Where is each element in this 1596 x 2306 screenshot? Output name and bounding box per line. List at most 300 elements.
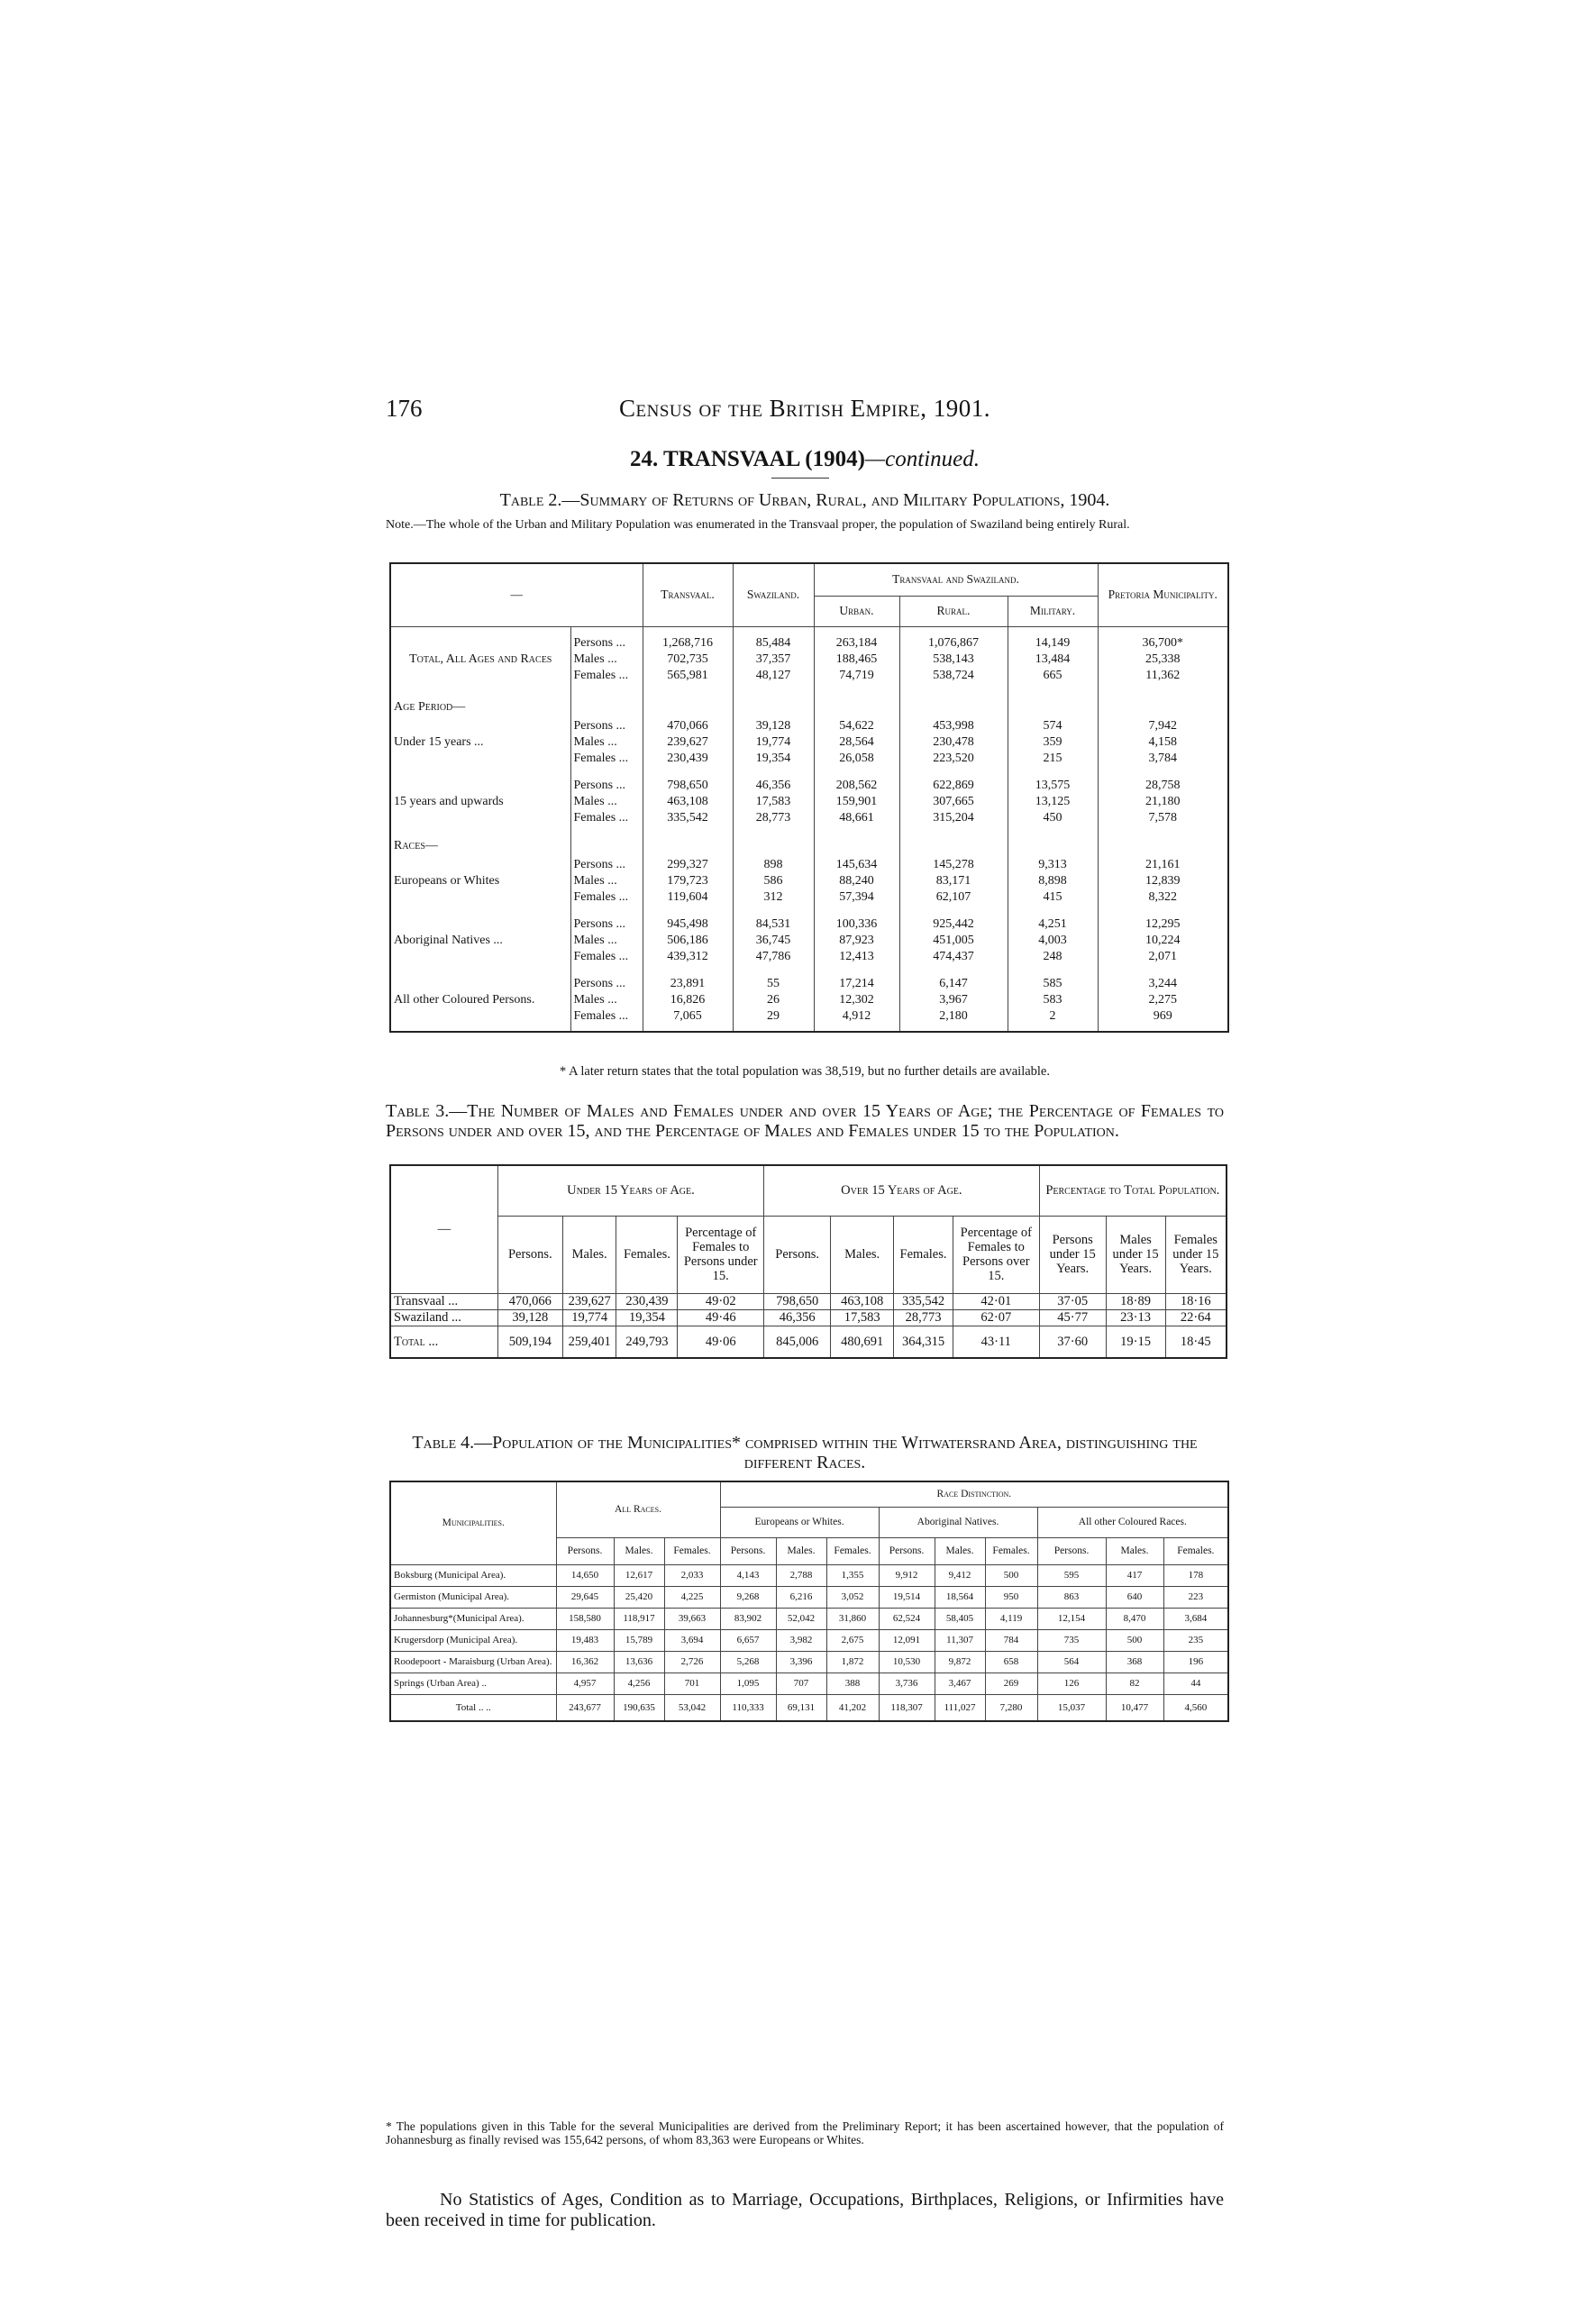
- t4-head-ab-females: Females.: [985, 1537, 1037, 1564]
- spacer-cell: [814, 826, 899, 835]
- spacer-cell: [814, 767, 899, 778]
- table-cell: 42·01: [953, 1293, 1039, 1309]
- coloured-males-label: Males ...: [570, 992, 643, 1008]
- section-title-suffix: —continued.: [864, 447, 980, 471]
- table-cell: 3,736: [879, 1673, 935, 1694]
- table-cell: 14,650: [556, 1564, 614, 1586]
- spacer-cell: [1008, 684, 1098, 697]
- empty-cell: [733, 697, 814, 718]
- spacer-cell: [1008, 626, 1098, 635]
- t4-head-europeans: Europeans or Whites.: [720, 1507, 879, 1537]
- coloured-value: 17,214: [814, 976, 899, 992]
- europeans-value: 145,278: [899, 857, 1008, 873]
- t2-head-military: Military.: [1008, 596, 1098, 626]
- aboriginal-value: 2,071: [1098, 949, 1228, 965]
- under15-value: 19,774: [733, 734, 814, 751]
- table-cell: 18·89: [1106, 1293, 1165, 1309]
- table-cell: 950: [985, 1586, 1037, 1608]
- spacer-cell: [899, 826, 1008, 835]
- table-cell: 25,420: [614, 1586, 664, 1608]
- table-cell: 417: [1106, 1564, 1163, 1586]
- row-label: Swaziland ...: [390, 1309, 497, 1326]
- total-value: 13,484: [1008, 652, 1098, 668]
- empty-cell: [733, 835, 814, 857]
- table-cell: 44: [1163, 1673, 1228, 1694]
- table-cell: 46,356: [764, 1309, 831, 1326]
- table-row: [390, 1694, 1228, 1721]
- coloured-value: 3,244: [1098, 976, 1228, 992]
- total-females-label: Females ...: [570, 668, 643, 684]
- aboriginal-value: 12,295: [1098, 916, 1228, 933]
- t2-head-blank: —: [390, 563, 643, 626]
- total-value: 85,484: [733, 635, 814, 652]
- total-value: 188,465: [814, 652, 899, 668]
- spacer-cell: [643, 906, 733, 916]
- under15-value: 215: [1008, 751, 1098, 767]
- table-cell: 9,268: [720, 1586, 776, 1608]
- table-cell: 190,635: [614, 1694, 664, 1721]
- coloured-label: All other Coloured Persons.: [394, 993, 535, 1007]
- spacer-cell: [899, 906, 1008, 916]
- coloured-value: 3,967: [899, 992, 1008, 1008]
- under15-value: 7,942: [1098, 718, 1228, 734]
- spacer-row: [390, 684, 1228, 697]
- table2-caption: [386, 490, 1224, 510]
- table-cell: 28,773: [894, 1309, 953, 1326]
- table-cell: 4,957: [556, 1673, 614, 1694]
- spacer-cell: [733, 906, 814, 916]
- row-label: Transvaal ...: [390, 1293, 497, 1309]
- spacer-cell: [733, 767, 814, 778]
- aboriginal-value: 439,312: [643, 949, 733, 965]
- spacer-cell: [814, 906, 899, 916]
- t4-head-aboriginal: Aboriginal Natives.: [879, 1507, 1037, 1537]
- table-cell: 4,225: [664, 1586, 720, 1608]
- empty-cell: [570, 697, 643, 718]
- coloured-value: 55: [733, 976, 814, 992]
- table-cell: 863: [1037, 1586, 1106, 1608]
- spacer-cell: [814, 626, 899, 635]
- europeans-value: 179,723: [643, 873, 733, 889]
- spacer-cell: [643, 684, 733, 697]
- spacer-cell: [1098, 965, 1228, 976]
- under15-value: 4,158: [1098, 734, 1228, 751]
- coloured-value: 12,302: [814, 992, 899, 1008]
- spacer-cell: [1098, 684, 1228, 697]
- table-cell: 39,128: [497, 1309, 562, 1326]
- spacer-cell: [733, 626, 814, 635]
- over15-value: 159,901: [814, 794, 899, 810]
- table-cell: 640: [1106, 1586, 1163, 1608]
- spacer-cell: [643, 767, 733, 778]
- under15-value: 230,439: [643, 751, 733, 767]
- table-cell: 1,872: [826, 1651, 879, 1673]
- closing-paragraph: No Statistics of Ages, Condition as to Marriage, Occupations, Birthplaces, Religions, or Infirmities have been received in time for publication.: [386, 2190, 1224, 2230]
- table-cell: 12,154: [1037, 1608, 1106, 1629]
- under15-persons-label: Persons ...: [570, 718, 643, 734]
- table-cell: 701: [664, 1673, 720, 1694]
- table-cell: 3,396: [776, 1651, 826, 1673]
- total-value: 263,184: [814, 635, 899, 652]
- table-row: [390, 1586, 1228, 1608]
- coloured-value: 2,180: [899, 1008, 1008, 1025]
- over15-value: 48,661: [814, 810, 899, 826]
- table-cell: 470,066: [497, 1293, 562, 1309]
- table-cell: 9,872: [935, 1651, 985, 1673]
- europeans-value: 57,394: [814, 889, 899, 906]
- table-cell: 595: [1037, 1564, 1106, 1586]
- spacer-row: [390, 826, 1228, 835]
- spacer-cell: [1098, 1025, 1228, 1032]
- table4-caption: [386, 1433, 1224, 1472]
- table-cell: 798,650: [764, 1293, 831, 1309]
- table-cell: 388: [826, 1673, 879, 1694]
- spacer-row: [390, 1025, 1228, 1032]
- t3-head-pct-over: Percentage of Females to Persons over 15.: [953, 1216, 1039, 1293]
- table-cell: 43·11: [953, 1326, 1039, 1358]
- page-header: [386, 395, 1224, 431]
- table2-footnote: * A later return states that the total population was 38,519, but no further details are available.: [560, 1064, 1050, 1079]
- europeans-value: 12,839: [1098, 873, 1228, 889]
- table-cell: 4,119: [985, 1608, 1037, 1629]
- spacer-cell: [570, 767, 643, 778]
- table-cell: 82: [1106, 1673, 1163, 1694]
- aboriginal-value: 36,745: [733, 933, 814, 949]
- europeans-value: 898: [733, 857, 814, 873]
- europeans-label: Europeans or Whites: [394, 874, 500, 888]
- table-cell: 22·64: [1165, 1309, 1227, 1326]
- coloured-females-label: Females ...: [570, 1008, 643, 1025]
- table-cell: 243,677: [556, 1694, 614, 1721]
- row-label: Springs (Urban Area) ..: [390, 1673, 556, 1694]
- spacer-cell: [390, 965, 570, 976]
- spacer-row: [390, 965, 1228, 976]
- empty-cell: [814, 835, 899, 857]
- spacer-row: [390, 767, 1228, 778]
- t3-head-males-over: Males.: [831, 1216, 894, 1293]
- table-cell: 39,663: [664, 1608, 720, 1629]
- coloured-value: 16,826: [643, 992, 733, 1008]
- table4: [389, 1481, 1229, 1722]
- over15-label: 15 years and upwards: [394, 795, 504, 808]
- aboriginal-value: 451,005: [899, 933, 1008, 949]
- aboriginal-value: 925,442: [899, 916, 1008, 933]
- t4-head-coloured: All other Coloured Races.: [1037, 1507, 1228, 1537]
- table-cell: 6,216: [776, 1586, 826, 1608]
- over15-value: 307,665: [899, 794, 1008, 810]
- table2: [389, 562, 1229, 1033]
- table-row: [390, 635, 1228, 652]
- table-cell: 158,580: [556, 1608, 614, 1629]
- table-cell: 31,860: [826, 1608, 879, 1629]
- table-cell: 1,095: [720, 1673, 776, 1694]
- t3-head-males: Males.: [562, 1216, 616, 1293]
- coloured-value: 2,275: [1098, 992, 1228, 1008]
- spacer-cell: [733, 965, 814, 976]
- total-value: 565,981: [643, 668, 733, 684]
- aboriginal-value: 84,531: [733, 916, 814, 933]
- t3-head-persons-u15: Persons under 15 Years.: [1039, 1216, 1106, 1293]
- table-cell: 12,617: [614, 1564, 664, 1586]
- t2-head-rural: Rural.: [899, 596, 1008, 626]
- spacer-cell: [570, 684, 643, 697]
- empty-cell: [643, 835, 733, 857]
- table-row: [390, 718, 1228, 734]
- spacer-cell: [1098, 626, 1228, 635]
- table-row: [390, 1564, 1228, 1586]
- under15-value: 54,622: [814, 718, 899, 734]
- over15-persons-label: Persons ...: [570, 778, 643, 794]
- table-cell: 3,684: [1163, 1608, 1228, 1629]
- spacer-cell: [1008, 767, 1098, 778]
- table-row: [390, 1673, 1228, 1694]
- t4-head-municipalities: Municipalities.: [390, 1481, 556, 1564]
- t4-head-race-distinction: Race Distinction.: [720, 1481, 1228, 1507]
- coloured-value: 4,912: [814, 1008, 899, 1025]
- row-label: Johannesburg*(Municipal Area).: [390, 1608, 556, 1629]
- europeans-value: 21,161: [1098, 857, 1228, 873]
- over15-value: 17,583: [733, 794, 814, 810]
- t3-head-over: Over 15 Years of Age.: [764, 1165, 1040, 1216]
- spacer-cell: [643, 626, 733, 635]
- spacer-cell: [899, 626, 1008, 635]
- spacer-cell: [814, 1025, 899, 1032]
- spacer-cell: [1098, 767, 1228, 778]
- t4-head-co-males: Males.: [1106, 1537, 1163, 1564]
- europeans-value: 119,604: [643, 889, 733, 906]
- total-value: 538,143: [899, 652, 1008, 668]
- table-cell: 658: [985, 1651, 1037, 1673]
- aboriginal-value: 10,224: [1098, 933, 1228, 949]
- table-cell: 19,514: [879, 1586, 935, 1608]
- table3-body: [390, 1293, 1227, 1358]
- empty-cell: [1098, 835, 1228, 857]
- t3-head-females-u15: Females under 15 Years.: [1165, 1216, 1227, 1293]
- table-cell: 335,542: [894, 1293, 953, 1309]
- over15-value: 335,542: [643, 810, 733, 826]
- table-cell: 52,042: [776, 1608, 826, 1629]
- table-cell: 83,902: [720, 1608, 776, 1629]
- spacer-cell: [570, 906, 643, 916]
- europeans-value: 83,171: [899, 873, 1008, 889]
- europeans-value: 145,634: [814, 857, 899, 873]
- table4-body: [390, 1564, 1228, 1721]
- table-cell: 62,524: [879, 1608, 935, 1629]
- table-row: [390, 1608, 1228, 1629]
- europeans-persons-label: Persons ...: [570, 857, 643, 873]
- table-row: [390, 857, 1228, 873]
- row-label: Boksburg (Municipal Area).: [390, 1564, 556, 1586]
- under15-value: 223,520: [899, 751, 1008, 767]
- table-cell: 13,636: [614, 1651, 664, 1673]
- table-cell: 3,052: [826, 1586, 879, 1608]
- table-cell: 18·45: [1165, 1326, 1227, 1358]
- table-cell: 5,268: [720, 1651, 776, 1673]
- t4-head-ab-persons: Persons.: [879, 1537, 935, 1564]
- t4-head-co-persons: Persons.: [1037, 1537, 1106, 1564]
- table4-caption-text: Population of the Municipalities* comprised within the Witwatersrand Area, distinguishing the different Races.: [492, 1433, 1198, 1472]
- spacer-cell: [570, 826, 643, 835]
- under15-value: 19,354: [733, 751, 814, 767]
- over15-value: 208,562: [814, 778, 899, 794]
- table-cell: 564: [1037, 1651, 1106, 1673]
- under15-value: 574: [1008, 718, 1098, 734]
- table-cell: 2,726: [664, 1651, 720, 1673]
- table-cell: 10,477: [1106, 1694, 1163, 1721]
- total-value: 665: [1008, 668, 1098, 684]
- total-value: 702,735: [643, 652, 733, 668]
- section-title: [386, 447, 1224, 472]
- over15-value: 28,773: [733, 810, 814, 826]
- table-cell: 118,307: [879, 1694, 935, 1721]
- under15-value: 39,128: [733, 718, 814, 734]
- table-row: [390, 916, 1228, 933]
- spacer-row: [390, 626, 1228, 635]
- spacer-cell: [733, 826, 814, 835]
- coloured-value: 7,065: [643, 1008, 733, 1025]
- spacer-cell: [1008, 1025, 1098, 1032]
- under15-value: 230,478: [899, 734, 1008, 751]
- table-cell: 49·02: [678, 1293, 764, 1309]
- coloured-value: 23,891: [643, 976, 733, 992]
- table-cell: 784: [985, 1629, 1037, 1651]
- aboriginal-females-label: Females ...: [570, 949, 643, 965]
- over15-value: 7,578: [1098, 810, 1228, 826]
- table-row: [390, 1293, 1227, 1309]
- coloured-value: 585: [1008, 976, 1098, 992]
- table2-caption-prefix: Table 2.—: [499, 490, 580, 510]
- spacer-cell: [643, 965, 733, 976]
- spacer-cell: [643, 1025, 733, 1032]
- over15-males-label: Males ...: [570, 794, 643, 810]
- table-cell: 17,583: [831, 1309, 894, 1326]
- total-value: 538,724: [899, 668, 1008, 684]
- spacer-cell: [814, 965, 899, 976]
- table-cell: 368: [1106, 1651, 1163, 1673]
- table-cell: 10,530: [879, 1651, 935, 1673]
- table-cell: 111,027: [935, 1694, 985, 1721]
- europeans-females-label: Females ...: [570, 889, 643, 906]
- spacer-cell: [390, 684, 570, 697]
- t3-head-persons-over: Persons.: [764, 1216, 831, 1293]
- spacer-cell: [1008, 965, 1098, 976]
- spacer-cell: [390, 906, 570, 916]
- table-cell: 41,202: [826, 1694, 879, 1721]
- europeans-value: 586: [733, 873, 814, 889]
- spacer-cell: [570, 965, 643, 976]
- table-cell: 118,917: [614, 1608, 664, 1629]
- table-row: [390, 1326, 1227, 1358]
- table-cell: 37·05: [1039, 1293, 1106, 1309]
- spacer-cell: [570, 626, 643, 635]
- table-cell: 58,405: [935, 1608, 985, 1629]
- t3-head-blank: —: [390, 1165, 497, 1293]
- spacer-cell: [1008, 826, 1098, 835]
- row-label: Total ...: [390, 1326, 497, 1358]
- table-cell: 4,256: [614, 1673, 664, 1694]
- table3-caption-text: The Number of Males and Females under and over 15 Years of Age; the Percentage of Females to Persons under and over 15, and the Percentage of Males and Females under 15 to the Population.: [386, 1101, 1224, 1141]
- table4-caption-prefix: Table 4.—: [412, 1433, 493, 1453]
- table-cell: 11,307: [935, 1629, 985, 1651]
- spacer-cell: [733, 684, 814, 697]
- spacer-cell: [390, 1025, 570, 1032]
- over15-value: 21,180: [1098, 794, 1228, 810]
- over15-value: 463,108: [643, 794, 733, 810]
- table-cell: 69,131: [776, 1694, 826, 1721]
- aboriginal-value: 474,437: [899, 949, 1008, 965]
- over15-value: 46,356: [733, 778, 814, 794]
- table-cell: 37·60: [1039, 1326, 1106, 1358]
- table-cell: 707: [776, 1673, 826, 1694]
- aboriginal-persons-label: Persons ...: [570, 916, 643, 933]
- total-value: 1,268,716: [643, 635, 733, 652]
- empty-cell: [814, 697, 899, 718]
- table-cell: 239,627: [562, 1293, 616, 1309]
- total-value: 14,149: [1008, 635, 1098, 652]
- aboriginal-value: 248: [1008, 949, 1098, 965]
- spacer-cell: [1098, 906, 1228, 916]
- under15-males-label: Males ...: [570, 734, 643, 751]
- spacer-cell: [570, 1025, 643, 1032]
- table-cell: 62·07: [953, 1309, 1039, 1326]
- table-cell: 4,143: [720, 1564, 776, 1586]
- europeans-value: 8,322: [1098, 889, 1228, 906]
- empty-cell: [643, 697, 733, 718]
- over15-value: 450: [1008, 810, 1098, 826]
- under15-value: 28,564: [814, 734, 899, 751]
- coloured-value: 26: [733, 992, 814, 1008]
- spacer-cell: [390, 626, 570, 635]
- page-number: 176: [386, 395, 423, 422]
- spacer-cell: [733, 1025, 814, 1032]
- t3-head-females-over: Females.: [894, 1216, 953, 1293]
- t4-head-females: Females.: [664, 1537, 720, 1564]
- t4-head-males: Males.: [614, 1537, 664, 1564]
- table-cell: 49·46: [678, 1309, 764, 1326]
- t2-head-tvl-swz: Transvaal and Swaziland.: [814, 563, 1098, 596]
- table-cell: 230,439: [616, 1293, 678, 1309]
- table-cell: 196: [1163, 1651, 1228, 1673]
- total-value: 25,338: [1098, 652, 1228, 668]
- t3-head-pct-under: Percentage of Females to Persons under 15.: [678, 1216, 764, 1293]
- table-cell: 845,006: [764, 1326, 831, 1358]
- table-cell: 3,467: [935, 1673, 985, 1694]
- under15-value: 453,998: [899, 718, 1008, 734]
- over15-females-label: Females ...: [570, 810, 643, 826]
- europeans-value: 9,313: [1008, 857, 1098, 873]
- t3-head-pct-total: Percentage to Total Population.: [1039, 1165, 1227, 1216]
- table-cell: 19,774: [562, 1309, 616, 1326]
- spacer-cell: [899, 767, 1008, 778]
- table-cell: 500: [985, 1564, 1037, 1586]
- table-cell: 16,362: [556, 1651, 614, 1673]
- table-cell: 6,657: [720, 1629, 776, 1651]
- table2-caption-text: Summary of Returns of Urban, Rural, and Military Populations, 1904.: [579, 490, 1110, 510]
- table-cell: 249,793: [616, 1326, 678, 1358]
- spacer-cell: [899, 965, 1008, 976]
- coloured-value: 2: [1008, 1008, 1098, 1025]
- europeans-males-label: Males ...: [570, 873, 643, 889]
- aboriginal-label: Aboriginal Natives ...: [394, 934, 503, 947]
- row-label: Roodepoort - Maraisburg (Urban Area).: [390, 1651, 556, 1673]
- under15-value: 239,627: [643, 734, 733, 751]
- total-value: 11,362: [1098, 668, 1228, 684]
- races-heading: Races—: [394, 839, 438, 852]
- table-cell: 2,033: [664, 1564, 720, 1586]
- table-cell: 8,470: [1106, 1608, 1163, 1629]
- t2-head-pretoria: Pretoria Municipality.: [1098, 563, 1228, 626]
- table3-caption: [386, 1101, 1224, 1141]
